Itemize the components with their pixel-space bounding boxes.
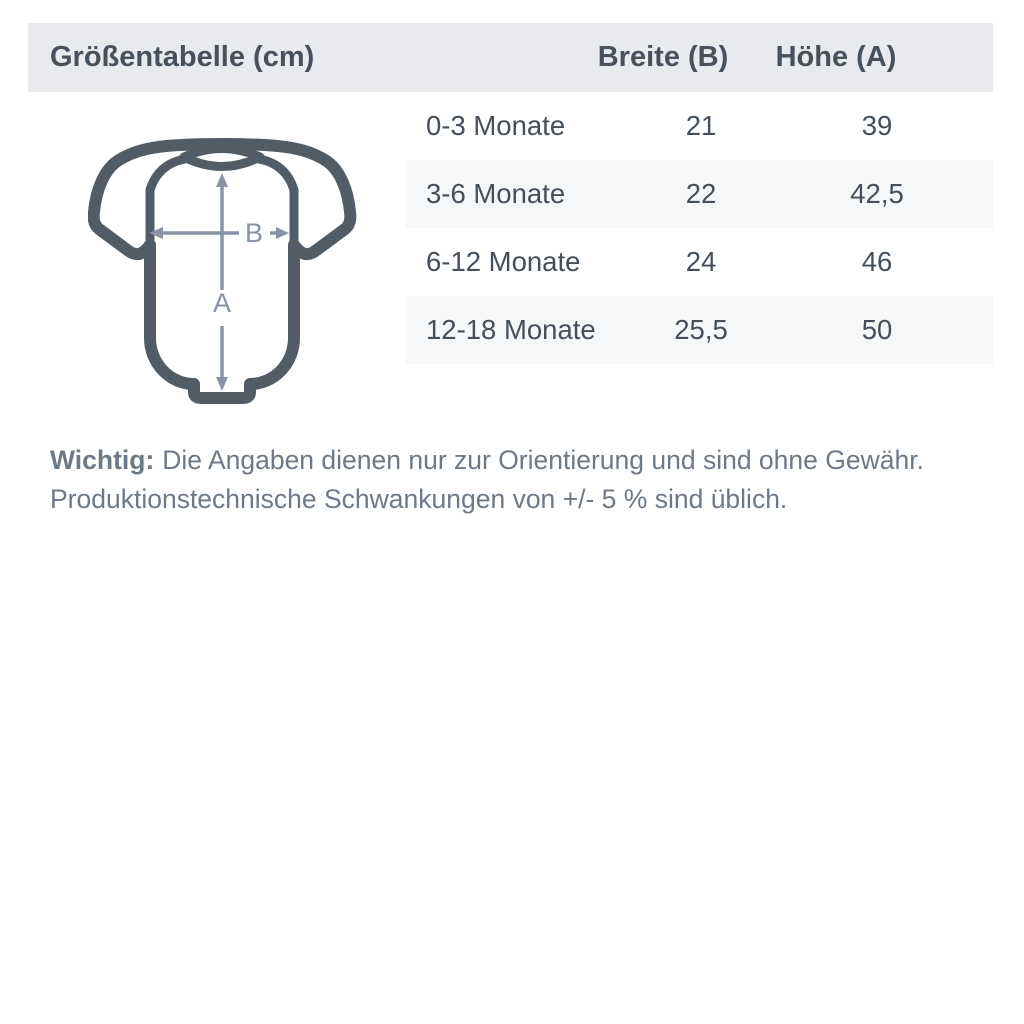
table-row: [406, 92, 993, 160]
column-header-breite: Breite (B): [597, 41, 729, 73]
page-title: Größentabelle (cm): [50, 41, 315, 73]
width-label: B: [244, 218, 264, 248]
row-label: 12-18 Monate: [426, 314, 596, 345]
hoehe-value: 50: [861, 314, 893, 345]
column-header-hoehe: Höhe (A): [775, 41, 897, 73]
note-text-1: Die Angaben dienen nur zur Orientierung und sind ohne Gewähr.: [162, 445, 924, 475]
breite-value: 24: [685, 246, 717, 277]
row-label: 6-12 Monate: [426, 246, 581, 277]
hoehe-value: 46: [861, 246, 893, 277]
baby-bodysuit-icon: [88, 136, 360, 408]
height-label: A: [212, 288, 232, 318]
table-header: [28, 23, 993, 92]
table-row: [406, 228, 993, 296]
neckline: [184, 149, 260, 167]
breite-value: 21: [685, 110, 717, 141]
note-line-2: [50, 480, 990, 519]
table-row: [406, 160, 993, 228]
note-text-2: Produktionstechnische Schwankungen von +/- 5 % sind üblich.: [50, 484, 788, 514]
hoehe-value: 39: [861, 110, 893, 141]
disclaimer-note: [50, 441, 990, 519]
hoehe-value: 42,5: [850, 178, 904, 209]
table-row: [406, 296, 993, 364]
row-label: 3-6 Monate: [426, 178, 566, 209]
note-emphasis: Wichtig:: [50, 445, 155, 475]
note-line-1: [50, 441, 990, 480]
breite-value: 22: [685, 178, 717, 209]
size-table: [406, 92, 993, 364]
breite-value: 25,5: [674, 314, 728, 345]
row-label: 0-3 Monate: [426, 110, 566, 141]
